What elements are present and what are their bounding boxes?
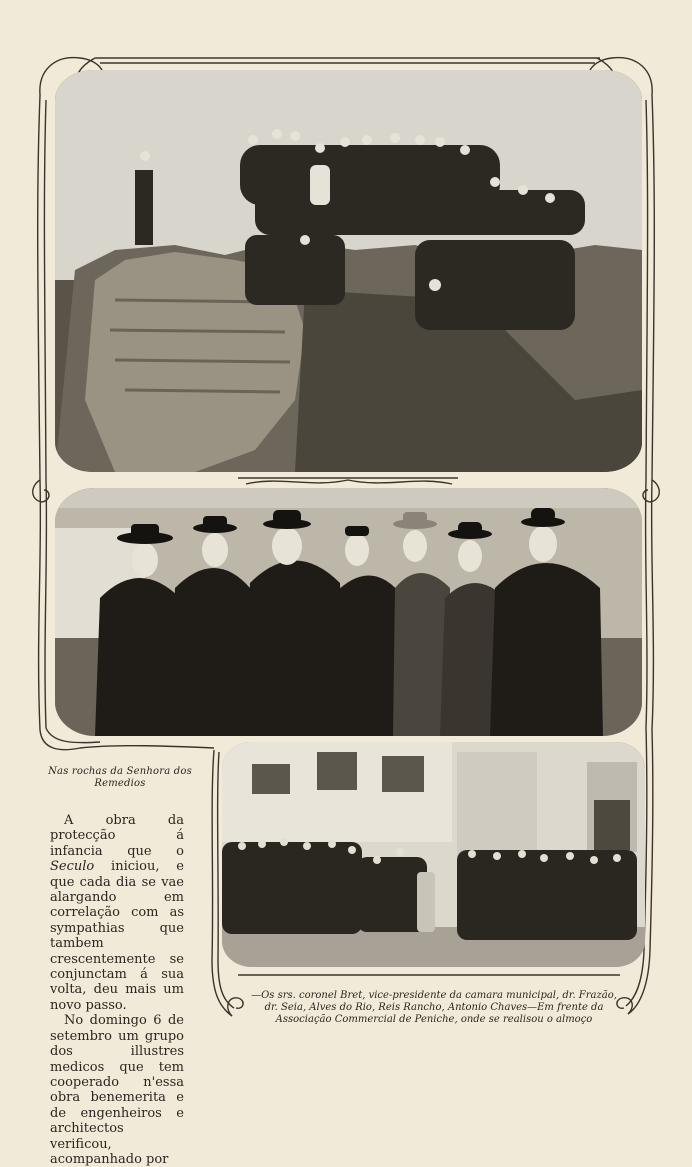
article-paragraph-1 [50,813,184,1013]
caption-rocks: Nas rochas da Senhora dos Remedios [48,766,192,789]
photo-group-on-rocks [55,70,642,472]
photo-seven-men [55,488,642,736]
photo-crowd-association [222,742,645,967]
article-paragraph-2: No domingo 6 de setembro um grupo dos illustres medicos que tem cooperado n'essa obra benemerita e de engenheiros e architectos verificou, acompanhado por [50,1013,184,1167]
caption-association: —Os srs. coronel Bret, vice-presidente da camara municipal, dr. Frazão, dr. Seia, Alves do Rio, Reis Rancho, Antonio Chaves—Em frente da Associação Commercial de Peniche, onde se realisou o almoço [251,990,617,1025]
publication-name: Seculo [50,859,95,875]
paragraph-1-end: iniciou, e que cada dia se vae alargando em correlação com as sympathias que tambem crescentemente se conjunctam á sua volta, deu mais um novo passo. [50,859,184,1013]
paragraph-1-start: A obra da protecção á infancia que o [50,813,184,859]
article-body [50,813,184,1167]
